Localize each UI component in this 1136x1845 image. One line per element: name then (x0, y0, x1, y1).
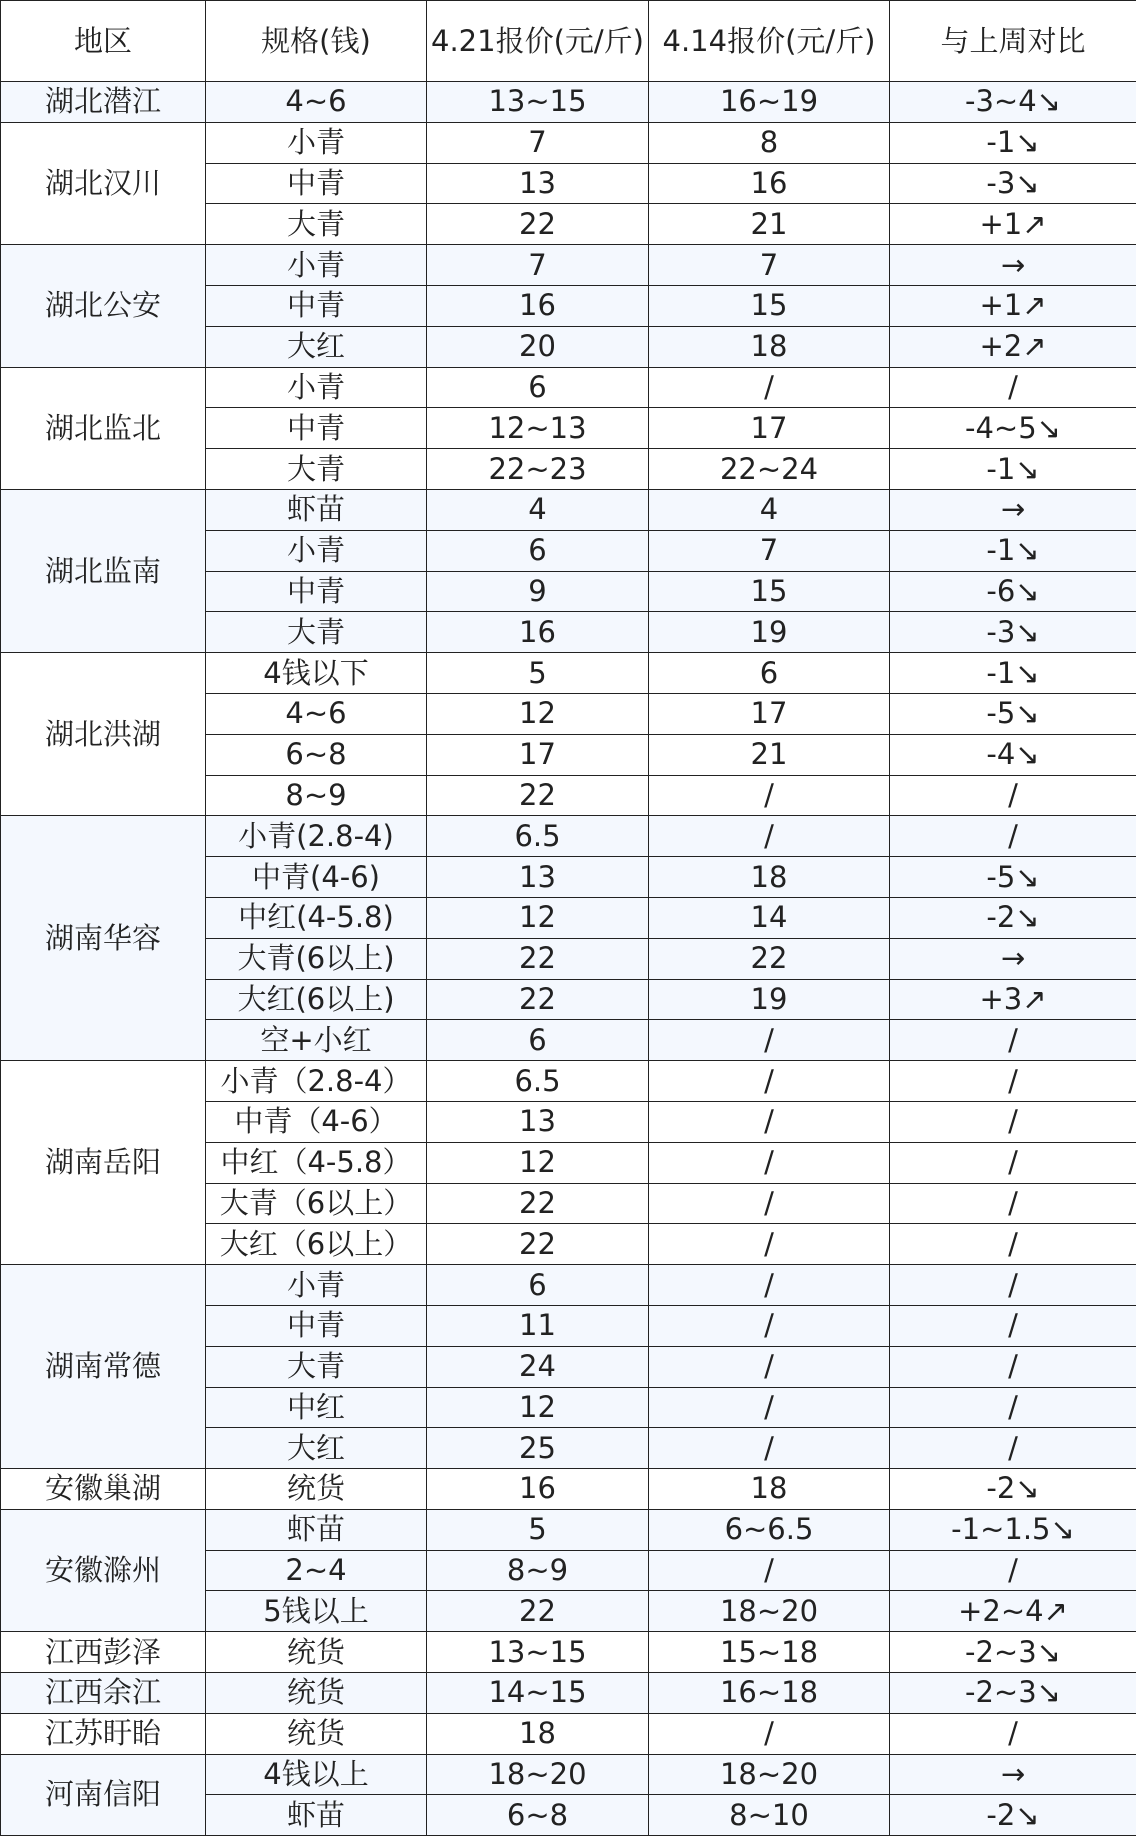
spec-cell: 4钱以上 (206, 1754, 427, 1795)
table-row (1, 1061, 1136, 1102)
spec-cell: 6~8 (206, 734, 427, 775)
table-row (1, 367, 1136, 408)
price-0414-cell: 18~20 (649, 1754, 890, 1795)
table-row (1, 1713, 1136, 1754)
price-0421-cell: 13 (427, 857, 649, 898)
week-compare-cell: / (890, 1265, 1136, 1306)
table-row (1, 1509, 1136, 1550)
price-0421-cell: 6 (427, 367, 649, 408)
price-0414-cell: 15~18 (649, 1632, 890, 1673)
header-price-0414: 4.14报价(元/斤) (649, 1, 890, 82)
table-row (1, 816, 1136, 857)
price-0414-cell: / (649, 367, 890, 408)
table-row (1, 1632, 1136, 1673)
price-0421-cell: 12 (427, 693, 649, 734)
spec-cell: 虾苗 (206, 1795, 427, 1836)
price-0421-cell: 12~13 (427, 408, 649, 449)
price-0421-cell: 22~23 (427, 449, 649, 490)
price-0414-cell: 22 (649, 938, 890, 979)
price-0421-cell: 7 (427, 122, 649, 163)
week-compare-cell: / (890, 1183, 1136, 1224)
spec-cell: 5钱以上 (206, 1591, 427, 1632)
price-0414-cell: 7 (649, 530, 890, 571)
price-0414-cell: / (649, 1142, 890, 1183)
spec-cell: 小青 (206, 530, 427, 571)
price-0421-cell: 6.5 (427, 1061, 649, 1102)
price-0414-cell: 8 (649, 122, 890, 163)
week-compare-cell: / (890, 1550, 1136, 1591)
region-cell: 湖南华容 (1, 816, 206, 1061)
price-0414-cell: 17 (649, 408, 890, 449)
region-cell: 湖北汉川 (1, 122, 206, 244)
price-0421-cell: 6 (427, 530, 649, 571)
spec-cell: 小青 (206, 245, 427, 286)
spec-cell: 统货 (206, 1632, 427, 1673)
price-0421-cell: 13~15 (427, 1632, 649, 1673)
region-cell: 湖北监南 (1, 489, 206, 652)
spec-cell: 中青 (206, 1305, 427, 1346)
price-0414-cell: 4 (649, 489, 890, 530)
spec-cell: 8~9 (206, 775, 427, 816)
week-compare-cell: -1↘ (890, 530, 1136, 571)
price-0414-cell: / (649, 816, 890, 857)
week-compare-cell: / (890, 1061, 1136, 1102)
spec-cell: 中青(4-6) (206, 857, 427, 898)
week-compare-cell: -1↘ (890, 653, 1136, 694)
week-compare-cell: → (890, 489, 1136, 530)
price-0414-cell: 19 (649, 979, 890, 1020)
table-row (1, 1469, 1136, 1510)
week-compare-cell: / (890, 367, 1136, 408)
week-compare-cell: -4~5↘ (890, 408, 1136, 449)
spec-cell: 小青 (206, 122, 427, 163)
price-0421-cell: 14~15 (427, 1673, 649, 1714)
price-0414-cell: / (649, 1265, 890, 1306)
region-cell: 安徽滁州 (1, 1509, 206, 1631)
week-compare-cell: -3~4↘ (890, 82, 1136, 123)
price-0414-cell: 21 (649, 204, 890, 245)
price-0414-cell: 21 (649, 734, 890, 775)
week-compare-cell: / (890, 1142, 1136, 1183)
price-0414-cell: 15 (649, 571, 890, 612)
week-compare-cell: / (890, 1346, 1136, 1387)
spec-cell: 4~6 (206, 693, 427, 734)
price-0414-cell: 18 (649, 857, 890, 898)
spec-cell: 中红（4-5.8） (206, 1142, 427, 1183)
price-0414-cell: 18~20 (649, 1591, 890, 1632)
price-0421-cell: 6~8 (427, 1795, 649, 1836)
region-cell: 湖南常德 (1, 1265, 206, 1469)
price-0421-cell: 22 (427, 1224, 649, 1265)
week-compare-cell: -2↘ (890, 897, 1136, 938)
price-0421-cell: 9 (427, 571, 649, 612)
price-0421-cell: 22 (427, 979, 649, 1020)
spec-cell: 小青(2.8-4) (206, 816, 427, 857)
price-0421-cell: 5 (427, 1509, 649, 1550)
week-compare-cell: / (890, 1713, 1136, 1754)
spec-cell: 4~6 (206, 82, 427, 123)
price-0414-cell: / (649, 1224, 890, 1265)
table-row (1, 245, 1136, 286)
price-0421-cell: 4 (427, 489, 649, 530)
spec-cell: 中青 (206, 285, 427, 326)
price-0414-cell: / (649, 1550, 890, 1591)
spec-cell: 大红 (206, 326, 427, 367)
header-row (1, 1, 1136, 82)
price-0414-cell: / (649, 1346, 890, 1387)
region-cell: 江西余江 (1, 1673, 206, 1714)
week-compare-cell: / (890, 816, 1136, 857)
spec-cell: 大红(6以上) (206, 979, 427, 1020)
spec-cell: 小青（2.8-4） (206, 1061, 427, 1102)
price-0414-cell: 16 (649, 163, 890, 204)
region-cell: 江西彭泽 (1, 1632, 206, 1673)
week-compare-cell: -2↘ (890, 1795, 1136, 1836)
price-0414-cell: / (649, 1183, 890, 1224)
price-0421-cell: 16 (427, 285, 649, 326)
spec-cell: 小青 (206, 367, 427, 408)
spec-cell: 4钱以下 (206, 653, 427, 694)
week-compare-cell: -5↘ (890, 693, 1136, 734)
price-0421-cell: 20 (427, 326, 649, 367)
price-0421-cell: 13 (427, 1101, 649, 1142)
price-0421-cell: 12 (427, 1387, 649, 1428)
week-compare-cell: / (890, 1387, 1136, 1428)
region-cell: 江苏盱眙 (1, 1713, 206, 1754)
spec-cell: 大青 (206, 1346, 427, 1387)
price-0414-cell: 7 (649, 245, 890, 286)
week-compare-cell: +3↗ (890, 979, 1136, 1020)
spec-cell: 大青 (206, 449, 427, 490)
week-compare-cell: / (890, 1305, 1136, 1346)
price-0421-cell: 11 (427, 1305, 649, 1346)
price-0421-cell: 22 (427, 1183, 649, 1224)
region-cell: 湖北监北 (1, 367, 206, 489)
week-compare-cell: -2~3↘ (890, 1632, 1136, 1673)
table-row (1, 489, 1136, 530)
price-0421-cell: 6.5 (427, 816, 649, 857)
price-0414-cell: / (649, 1713, 890, 1754)
region-cell: 安徽巢湖 (1, 1469, 206, 1510)
week-compare-cell: -1~1.5↘ (890, 1509, 1136, 1550)
spec-cell: 大青（6以上） (206, 1183, 427, 1224)
price-0421-cell: 13~15 (427, 82, 649, 123)
spec-cell: 统货 (206, 1713, 427, 1754)
price-0421-cell: 16 (427, 1469, 649, 1510)
week-compare-cell: -6↘ (890, 571, 1136, 612)
price-0421-cell: 12 (427, 1142, 649, 1183)
week-compare-cell: / (890, 1101, 1136, 1142)
price-0414-cell: 16~19 (649, 82, 890, 123)
week-compare-cell: / (890, 1224, 1136, 1265)
price-0421-cell: 6 (427, 1265, 649, 1306)
week-compare-cell: +2~4↗ (890, 1591, 1136, 1632)
week-compare-cell: +1↗ (890, 285, 1136, 326)
price-0414-cell: 18 (649, 1469, 890, 1510)
header-price-0421: 4.21报价(元/斤) (427, 1, 649, 82)
price-0421-cell: 22 (427, 1591, 649, 1632)
week-compare-cell: -2~3↘ (890, 1673, 1136, 1714)
week-compare-cell: +1↗ (890, 204, 1136, 245)
spec-cell: 大红 (206, 1428, 427, 1469)
price-0421-cell: 25 (427, 1428, 649, 1469)
week-compare-cell: -3↘ (890, 612, 1136, 653)
price-0414-cell: 22~24 (649, 449, 890, 490)
spec-cell: 大青 (206, 204, 427, 245)
spec-cell: 中青（4-6） (206, 1101, 427, 1142)
table-row (1, 1265, 1136, 1306)
week-compare-cell: +2↗ (890, 326, 1136, 367)
spec-cell: 大红（6以上） (206, 1224, 427, 1265)
region-cell: 湖北公安 (1, 245, 206, 367)
spec-cell: 中红(4-5.8) (206, 897, 427, 938)
week-compare-cell: -4↘ (890, 734, 1136, 775)
price-0414-cell: / (649, 1061, 890, 1102)
header-region: 地区 (1, 1, 206, 82)
spec-cell: 中青 (206, 408, 427, 449)
header-spec: 规格(钱) (206, 1, 427, 82)
price-0421-cell: 18 (427, 1713, 649, 1754)
week-compare-cell: / (890, 1020, 1136, 1061)
week-compare-cell: -1↘ (890, 449, 1136, 490)
table-row (1, 82, 1136, 123)
price-0421-cell: 17 (427, 734, 649, 775)
price-0414-cell: 19 (649, 612, 890, 653)
price-0414-cell: / (649, 1428, 890, 1469)
week-compare-cell: -1↘ (890, 122, 1136, 163)
price-0414-cell: 8~10 (649, 1795, 890, 1836)
price-0421-cell: 6 (427, 1020, 649, 1061)
region-cell: 河南信阳 (1, 1754, 206, 1836)
region-cell: 湖南岳阳 (1, 1061, 206, 1265)
week-compare-cell: → (890, 1754, 1136, 1795)
week-compare-cell: -3↘ (890, 163, 1136, 204)
spec-cell: 中青 (206, 163, 427, 204)
price-0421-cell: 24 (427, 1346, 649, 1387)
week-compare-cell: / (890, 1428, 1136, 1469)
price-0414-cell: 6~6.5 (649, 1509, 890, 1550)
price-0414-cell: / (649, 1387, 890, 1428)
spec-cell: 虾苗 (206, 489, 427, 530)
week-compare-cell: → (890, 245, 1136, 286)
price-0414-cell: 18 (649, 326, 890, 367)
price-0421-cell: 12 (427, 897, 649, 938)
price-0414-cell: / (649, 775, 890, 816)
spec-cell: 大青 (206, 612, 427, 653)
table-row (1, 1673, 1136, 1714)
header-week-compare: 与上周对比 (890, 1, 1136, 82)
price-0414-cell: 6 (649, 653, 890, 694)
price-0421-cell: 22 (427, 775, 649, 816)
spec-cell: 统货 (206, 1469, 427, 1510)
price-0421-cell: 5 (427, 653, 649, 694)
spec-cell: 统货 (206, 1673, 427, 1714)
week-compare-cell: → (890, 938, 1136, 979)
table-row (1, 653, 1136, 694)
price-0421-cell: 18~20 (427, 1754, 649, 1795)
price-0421-cell: 22 (427, 204, 649, 245)
price-0421-cell: 22 (427, 938, 649, 979)
region-cell: 湖北潜江 (1, 82, 206, 123)
spec-cell: 虾苗 (206, 1509, 427, 1550)
price-0414-cell: / (649, 1020, 890, 1061)
price-0421-cell: 13 (427, 163, 649, 204)
spec-cell: 中青 (206, 571, 427, 612)
spec-cell: 中红 (206, 1387, 427, 1428)
week-compare-cell: -5↘ (890, 857, 1136, 898)
table-row (1, 1754, 1136, 1795)
price-0414-cell: 16~18 (649, 1673, 890, 1714)
price-0414-cell: / (649, 1305, 890, 1346)
price-0414-cell: / (649, 1101, 890, 1142)
spec-cell: 空+小红 (206, 1020, 427, 1061)
price-0421-cell: 7 (427, 245, 649, 286)
week-compare-cell: / (890, 775, 1136, 816)
price-0421-cell: 16 (427, 612, 649, 653)
price-0414-cell: 15 (649, 285, 890, 326)
spec-cell: 2~4 (206, 1550, 427, 1591)
price-0421-cell: 8~9 (427, 1550, 649, 1591)
table-body (1, 82, 1136, 1836)
price-0414-cell: 14 (649, 897, 890, 938)
week-compare-cell: -2↘ (890, 1469, 1136, 1510)
region-cell: 湖北洪湖 (1, 653, 206, 816)
table-row (1, 122, 1136, 163)
spec-cell: 小青 (206, 1265, 427, 1306)
price-0414-cell: 17 (649, 693, 890, 734)
spec-cell: 大青(6以上) (206, 938, 427, 979)
